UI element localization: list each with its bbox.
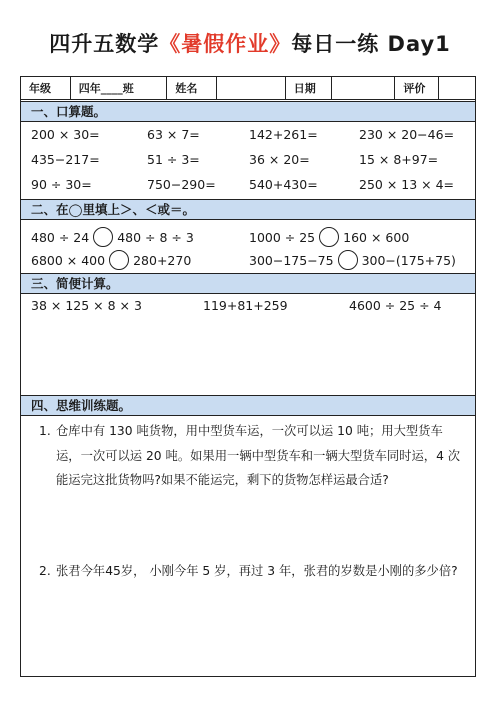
oral-item: 90 ÷ 30= — [31, 177, 92, 192]
student-info-row — [21, 77, 475, 100]
oral-item: 36 × 20= — [249, 152, 310, 167]
section-thinking-header: 四、思维训练题。 — [21, 395, 475, 416]
problem-text: 张君今年45岁， 小刚今年 5 岁，再过 3 年，张君的岁数是小刚的多少倍? — [56, 564, 458, 578]
compare-item-left: 480 ÷ 24 480 ÷ 8 ÷ 3 — [31, 227, 194, 247]
section-simplify-header: 三、简便计算。 — [21, 273, 475, 294]
oral-item: 15 × 8+97= — [359, 152, 439, 167]
oral-item: 250 × 13 × 4= — [359, 177, 455, 192]
problem-number: 2. — [39, 564, 51, 578]
blank-circle[interactable] — [93, 227, 113, 247]
name-label: 姓名 — [167, 77, 217, 99]
word-problem — [39, 419, 464, 493]
oral-row — [21, 127, 475, 147]
title-highlight: 《暑假作业》 — [159, 32, 292, 56]
problem-number: 1. — [39, 424, 51, 438]
grade-class-field[interactable]: 四年____班 — [71, 77, 168, 99]
oral-item: 750−290= — [147, 177, 216, 192]
title-suffix: 每日一练 Day1 — [291, 32, 451, 56]
simplify-item: 38 × 125 × 8 × 3 — [31, 298, 142, 313]
evaluation-field[interactable] — [439, 77, 475, 99]
date-label: 日期 — [286, 77, 332, 99]
blank-circle[interactable] — [319, 227, 339, 247]
grade-label: 年级 — [21, 77, 71, 99]
simplify-row — [21, 298, 475, 318]
page-title — [0, 28, 500, 58]
oral-item: 51 ÷ 3= — [147, 152, 200, 167]
oral-row — [21, 152, 475, 172]
date-field[interactable] — [332, 77, 396, 99]
simplify-item: 119+81+259 — [203, 298, 288, 313]
compare-item-right: 1000 ÷ 25 160 × 600 — [249, 227, 409, 247]
compare-row — [21, 250, 475, 270]
oral-item: 435−217= — [31, 152, 100, 167]
problem-text: 仓库中有 130 吨货物，用中型货车运，一次可以运 10 吨；用大型货车运，一次可以运 20 吨。如果用一辆中型货车和一辆大型货车同时运，4 次能运完这批货物吗?如果不能运完，剩下的货物怎样运最合适? — [56, 424, 461, 487]
worksheet — [20, 76, 476, 677]
title-prefix: 四升五数学 — [49, 32, 160, 56]
oral-item: 200 × 30= — [31, 127, 100, 142]
blank-circle[interactable] — [109, 250, 129, 270]
simplify-item: 4600 ÷ 25 ÷ 4 — [349, 298, 442, 313]
evaluation-label: 评价 — [395, 77, 439, 99]
name-field[interactable] — [217, 77, 286, 99]
compare-item-right: 300−175−75 300−(175+75) — [249, 250, 456, 270]
oral-item: 142+261= — [249, 127, 318, 142]
compare-item-left: 6800 × 400 280+270 — [31, 250, 191, 270]
section-oral-header: 一、口算题。 — [21, 101, 475, 122]
compare-row — [21, 227, 475, 247]
oral-item: 230 × 20−46= — [359, 127, 455, 142]
oral-item: 540+430= — [249, 177, 318, 192]
blank-circle[interactable] — [338, 250, 358, 270]
section-compare-header: 二、在◯里填上＞、＜或＝。 — [21, 199, 475, 220]
word-problem — [39, 559, 464, 584]
oral-row — [21, 177, 475, 197]
oral-item: 63 × 7= — [147, 127, 200, 142]
